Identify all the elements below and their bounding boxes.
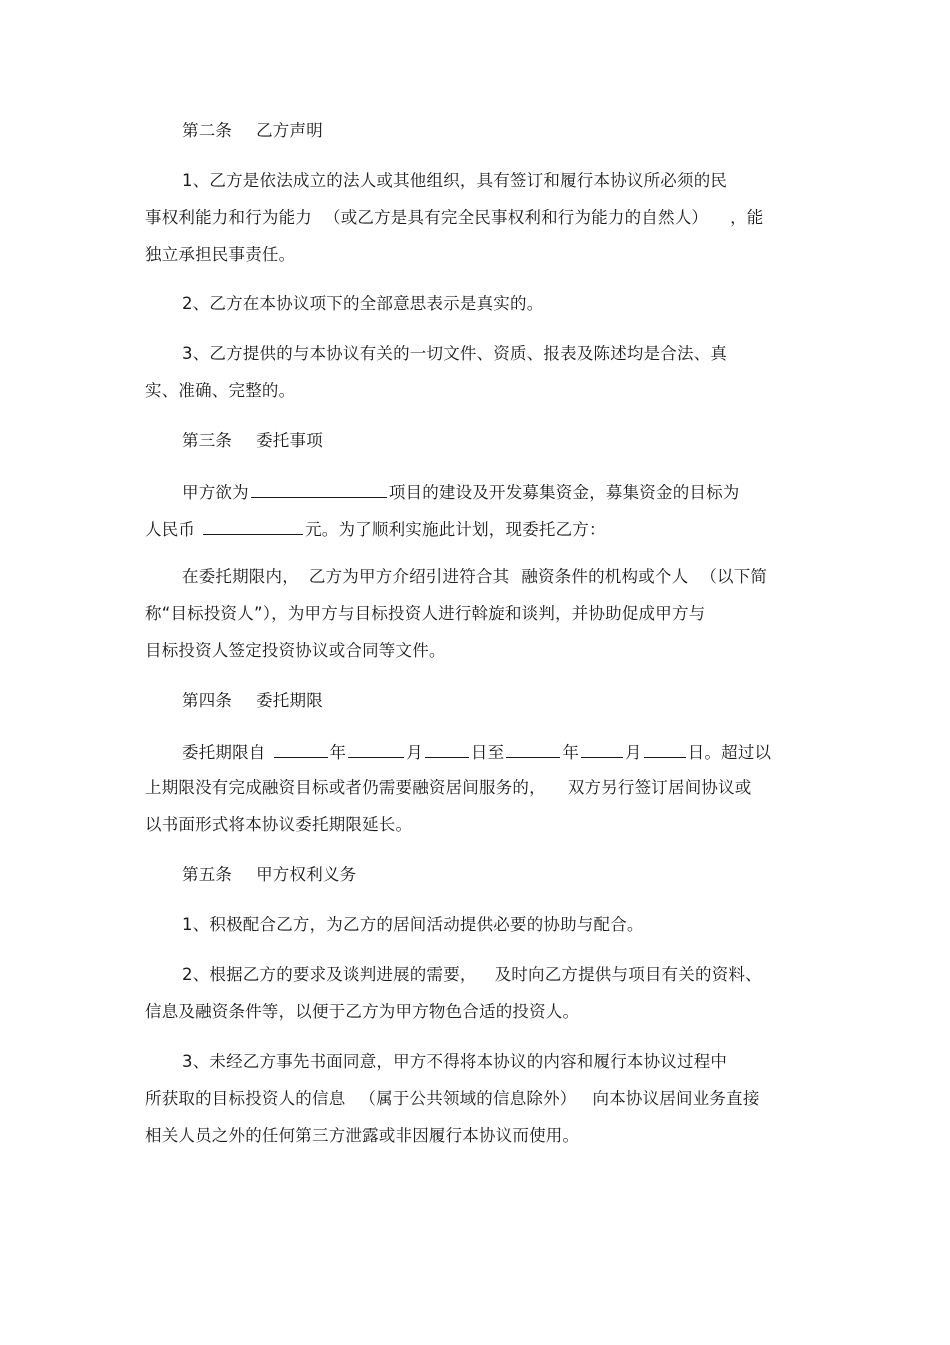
paragraph-line: 2、乙方在本协议项下的全部意思表示是真实的。 (182, 294, 544, 313)
fill-blank (581, 741, 623, 758)
article-title: 委托事项 (256, 431, 323, 450)
article-title: 乙方声明 (256, 121, 323, 140)
paragraph-line (182, 481, 740, 503)
paragraph-line: 1、乙方是依法成立的法人或其他组织，具有签订和履行本协议所必须的民 (182, 171, 728, 190)
fill-blank (506, 741, 560, 758)
paragraph-line: 目标投资人签定投资协议或合同等文件。 (145, 641, 446, 660)
paragraph-line: 3、乙方提供的与本协议有关的一切文件、资质、报表及陈述均是合法、真 (182, 344, 728, 363)
text-span: 人民币 (145, 520, 196, 539)
text-span: 向本协议居间业务直接 (592, 1089, 760, 1108)
text-span: 日至 (470, 743, 505, 762)
text-span: （或乙方是具有完全民事权利和行为能力的自然人） (324, 208, 709, 227)
paragraph-line (145, 208, 764, 228)
paragraph-line: 相关人员之外的任何第三方泄露或非因履行本协议而使用。 (145, 1126, 580, 1145)
article-title: 甲方权利义务 (256, 865, 357, 884)
text-span: 甲方欲为 (182, 483, 249, 502)
fill-blank (348, 741, 404, 758)
paragraph-line (182, 567, 767, 587)
paragraph-line (182, 965, 762, 985)
text-span: 2、根据乙方的要求及谈判进展的需要， (182, 965, 477, 984)
paragraph-line: 3、未经乙方事先书面同意，甲方不得将本协议的内容和履行本协议过程中 (182, 1052, 728, 1071)
text-span: 上期限没有完成融资目标或者仍需要融资居间服务的， (145, 778, 546, 797)
text-span: 日。超过以 (687, 743, 772, 762)
text-span: 双方另行签订居间协议或 (567, 778, 752, 797)
article-number: 第四条 (182, 691, 233, 710)
text-span: （以下简 (700, 567, 768, 586)
paragraph-line (145, 1089, 760, 1109)
text-span: 月 (406, 743, 423, 762)
paragraph-line (145, 518, 606, 540)
fill-blank (644, 741, 686, 758)
article-5-heading (182, 865, 356, 885)
text-span: 在委托期限内， (182, 567, 299, 586)
paragraph-line: 称“目标投资人”），为甲方与目标投资人进行斡旋和谈判，并协助促成甲方与 (145, 604, 706, 623)
paragraph-line: 1、积极配合乙方，为乙方的居间活动提供必要的协助与配合。 (182, 915, 644, 934)
text-span: 委托期限自 (182, 743, 266, 762)
paragraph-line: 信息及融资条件等，以便于乙方为甲方物色合适的投资人。 (145, 1002, 580, 1021)
article-number: 第二条 (182, 121, 233, 140)
paragraph-line: 以书面形式将本协议委托期限延长。 (145, 815, 413, 834)
article-3-heading (182, 431, 323, 451)
text-span: 月 (625, 743, 642, 762)
text-span: 融资条件的机构或个人 (521, 567, 689, 586)
text-span: 年 (329, 743, 347, 762)
article-title: 委托期限 (256, 691, 323, 710)
text-span: 乙方为甲方介绍引进符合其 (308, 567, 510, 586)
paragraph-line (182, 741, 771, 763)
fill-blank (251, 481, 387, 498)
article-number: 第三条 (182, 431, 233, 450)
text-span: 项目的建设及开发募集资金，募集资金的目标为 (388, 483, 740, 502)
fill-blank (203, 518, 303, 535)
text-span: 及时向乙方提供与项目有关的资料、 (494, 965, 762, 984)
paragraph-line: 实、准确、完整的。 (145, 381, 296, 400)
text-span: 事权利能力和行为能力 (145, 208, 312, 227)
article-2-heading (182, 121, 323, 141)
text-span: 所获取的目标投资人的信息 (145, 1089, 346, 1108)
text-span: 元。为了顺利实施此计划，现委托乙方： (305, 520, 606, 539)
article-number: 第五条 (182, 865, 233, 884)
text-span: （属于公共领域的信息除外） (359, 1089, 577, 1108)
article-4-heading (182, 691, 323, 711)
text-span: ，能 (730, 208, 764, 227)
paragraph-line: 独立承担民事责任。 (145, 245, 296, 264)
text-span: 年 (562, 743, 580, 762)
fill-blank (425, 741, 469, 758)
paragraph-line (145, 778, 752, 798)
fill-blank (274, 741, 328, 758)
